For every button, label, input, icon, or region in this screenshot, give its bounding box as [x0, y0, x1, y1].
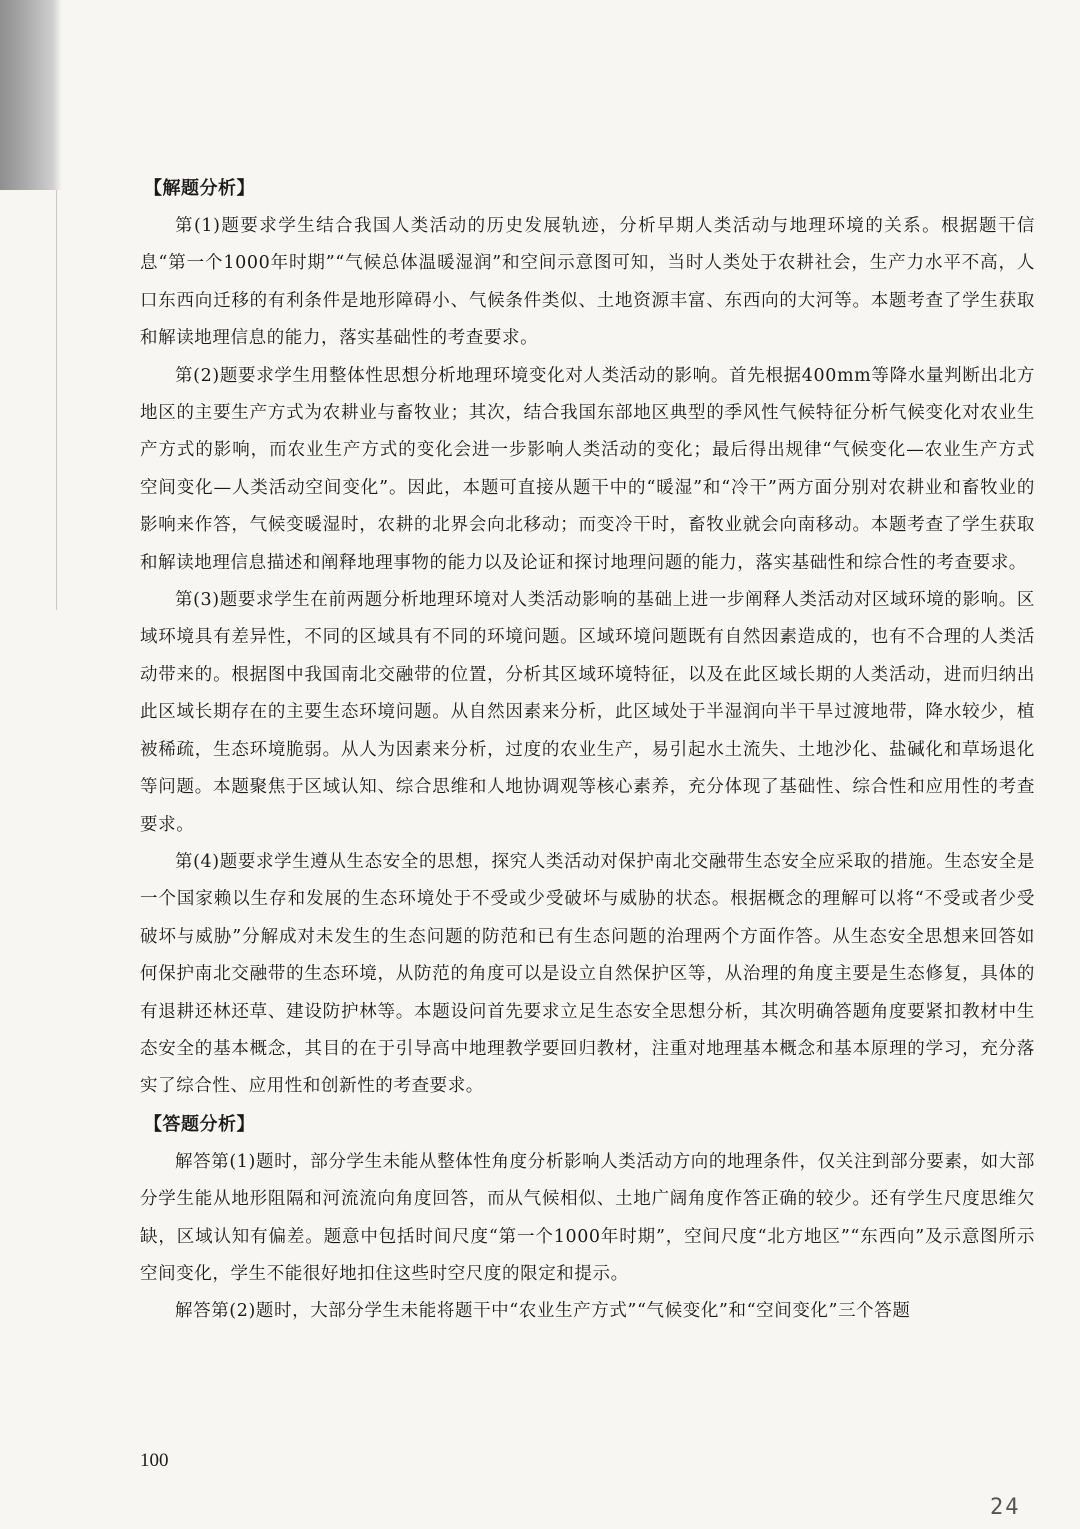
scan-binding-line — [56, 190, 57, 610]
paragraph-q2-answer: 解答第(2)题时，大部分学生未能将题干中“农业生产方式”“气候变化”和“空间变化”三个答题 — [175, 1301, 911, 1322]
section-heading-answer-analysis: 【答题分析】 — [144, 1113, 255, 1135]
scan-binding-shadow — [0, 0, 62, 190]
paragraph-q1-analysis: 第(1)题要求学生结合我国人类活动的历史发展轨迹，分析早期人类活动与地理环境的关系。根据题干信息“第一个1000年时期”“气候总体温暖湿润”和空间示意图可知，当时人类处于农耕社会，生产力水平不高，人口东西向迁移的有利条件是地形障碍小、气候条件类似、土地资源丰富、东西向的大河等。本题考查了学生获取和解读地理信息的能力，落实基础性的考查要求。 — [140, 216, 1035, 349]
page-number: 100 — [140, 1450, 169, 1471]
section-heading-solution-analysis: 【解题分析】 — [144, 178, 255, 199]
paragraph-q2-analysis: 第(2)题要求学生用整体性思想分析地理环境变化对人类活动的影响。首先根据400mm等降水量判断出北方地区的主要生产方式为农耕业与畜牧业；其次，结合我国东部地区典型的季风性气候特征分析气候变化对农业生产方式的影响，而农业生产方式的变化会进一步影响人类活动的变化；最后得出规律“气候变化—农业生产方式空间变化—人类活动空间变化”。因此，本题可直接从题干中的“暖湿”和“冷干”两方面分别对农耕业和畜牧业的影响来作答，气候变暖湿时，农耕的北界会向北移动；而变冷干时，畜牧业就会向南移动。本题考查了学生获取和解读地理信息描述和阐释地理事物的能力以及论证和探讨地理问题的能力，落实基础性和综合性的考查要求。 — [140, 365, 1035, 573]
paragraph-q1-answer: 解答第(1)题时，部分学生未能从整体性角度分析影响人类活动方向的地理条件，仅关注到部分要素，如大部分学生能从地形阻隔和河流流向角度回答，而从气候相似、土地广阔角度作答正确的较少。还有学生尺度思维欠缺，区域认知有偏差。题意中包括时间尺度“第一个1000年时期”，空间尺度“北方地区”“东西向”及示意图所示空间变化，学生不能很好地扣住这些时空尺度的限定和提示。 — [140, 1151, 1035, 1284]
paragraph-q3-analysis: 第(3)题要求学生在前两题分析地理环境对人类活动影响的基础上进一步阐释人类活动对区域环境的影响。区域环境具有差异性，不同的区域具有不同的环境问题。区域环境问题既有自然因素造成的，也有不合理的人类活动带来的。根据图中我国南北交融带的位置，分析其区域环境特征，以及在此区域长期的人类活动，进而归纳出此区域长期存在的主要生态环境问题。从自然因素来分析，此区域处于半湿润向半干旱过渡地带，降水较少，植被稀疏，生态环境脆弱。从人为因素来分析，过度的农业生产，易引起水土流失、土地沙化、盐碱化和草场退化等问题。本题聚焦于区域认知、综合思维和人地协调观等核心素养，充分体现了基础性、综合性和应用性的考查要求。 — [140, 590, 1035, 835]
page-body — [140, 170, 1035, 1331]
paragraph-q4-analysis: 第(4)题要求学生遵从生态安全的思想，探究人类活动对保护南北交融带生态安全应采取的措施。生态安全是一个国家赖以生存和发展的生态环境处于不受或少受破坏与威胁的状态。根据概念的理解可以将“不受或者少受破坏与威胁”分解成对未发生的生态问题的防范和已有生态问题的治理两个方面作答。从生态安全思想来回答如何保护南北交融带的生态环境，从防范的角度可以是设立自然保护区等，从治理的角度主要是生态修复，具体的有退耕还林还草、建设防护林等。本题设问首先要求立足生态安全思想分析，其次明确答题角度要紧扣教材中生态安全的基本概念，其目的在于引导高中地理教学要回归教材，注重对地理基本概念和基本原理的学习，充分落实了综合性、应用性和创新性的考查要求。 — [140, 851, 1035, 1097]
sheet-number: 24 — [990, 1495, 1021, 1520]
